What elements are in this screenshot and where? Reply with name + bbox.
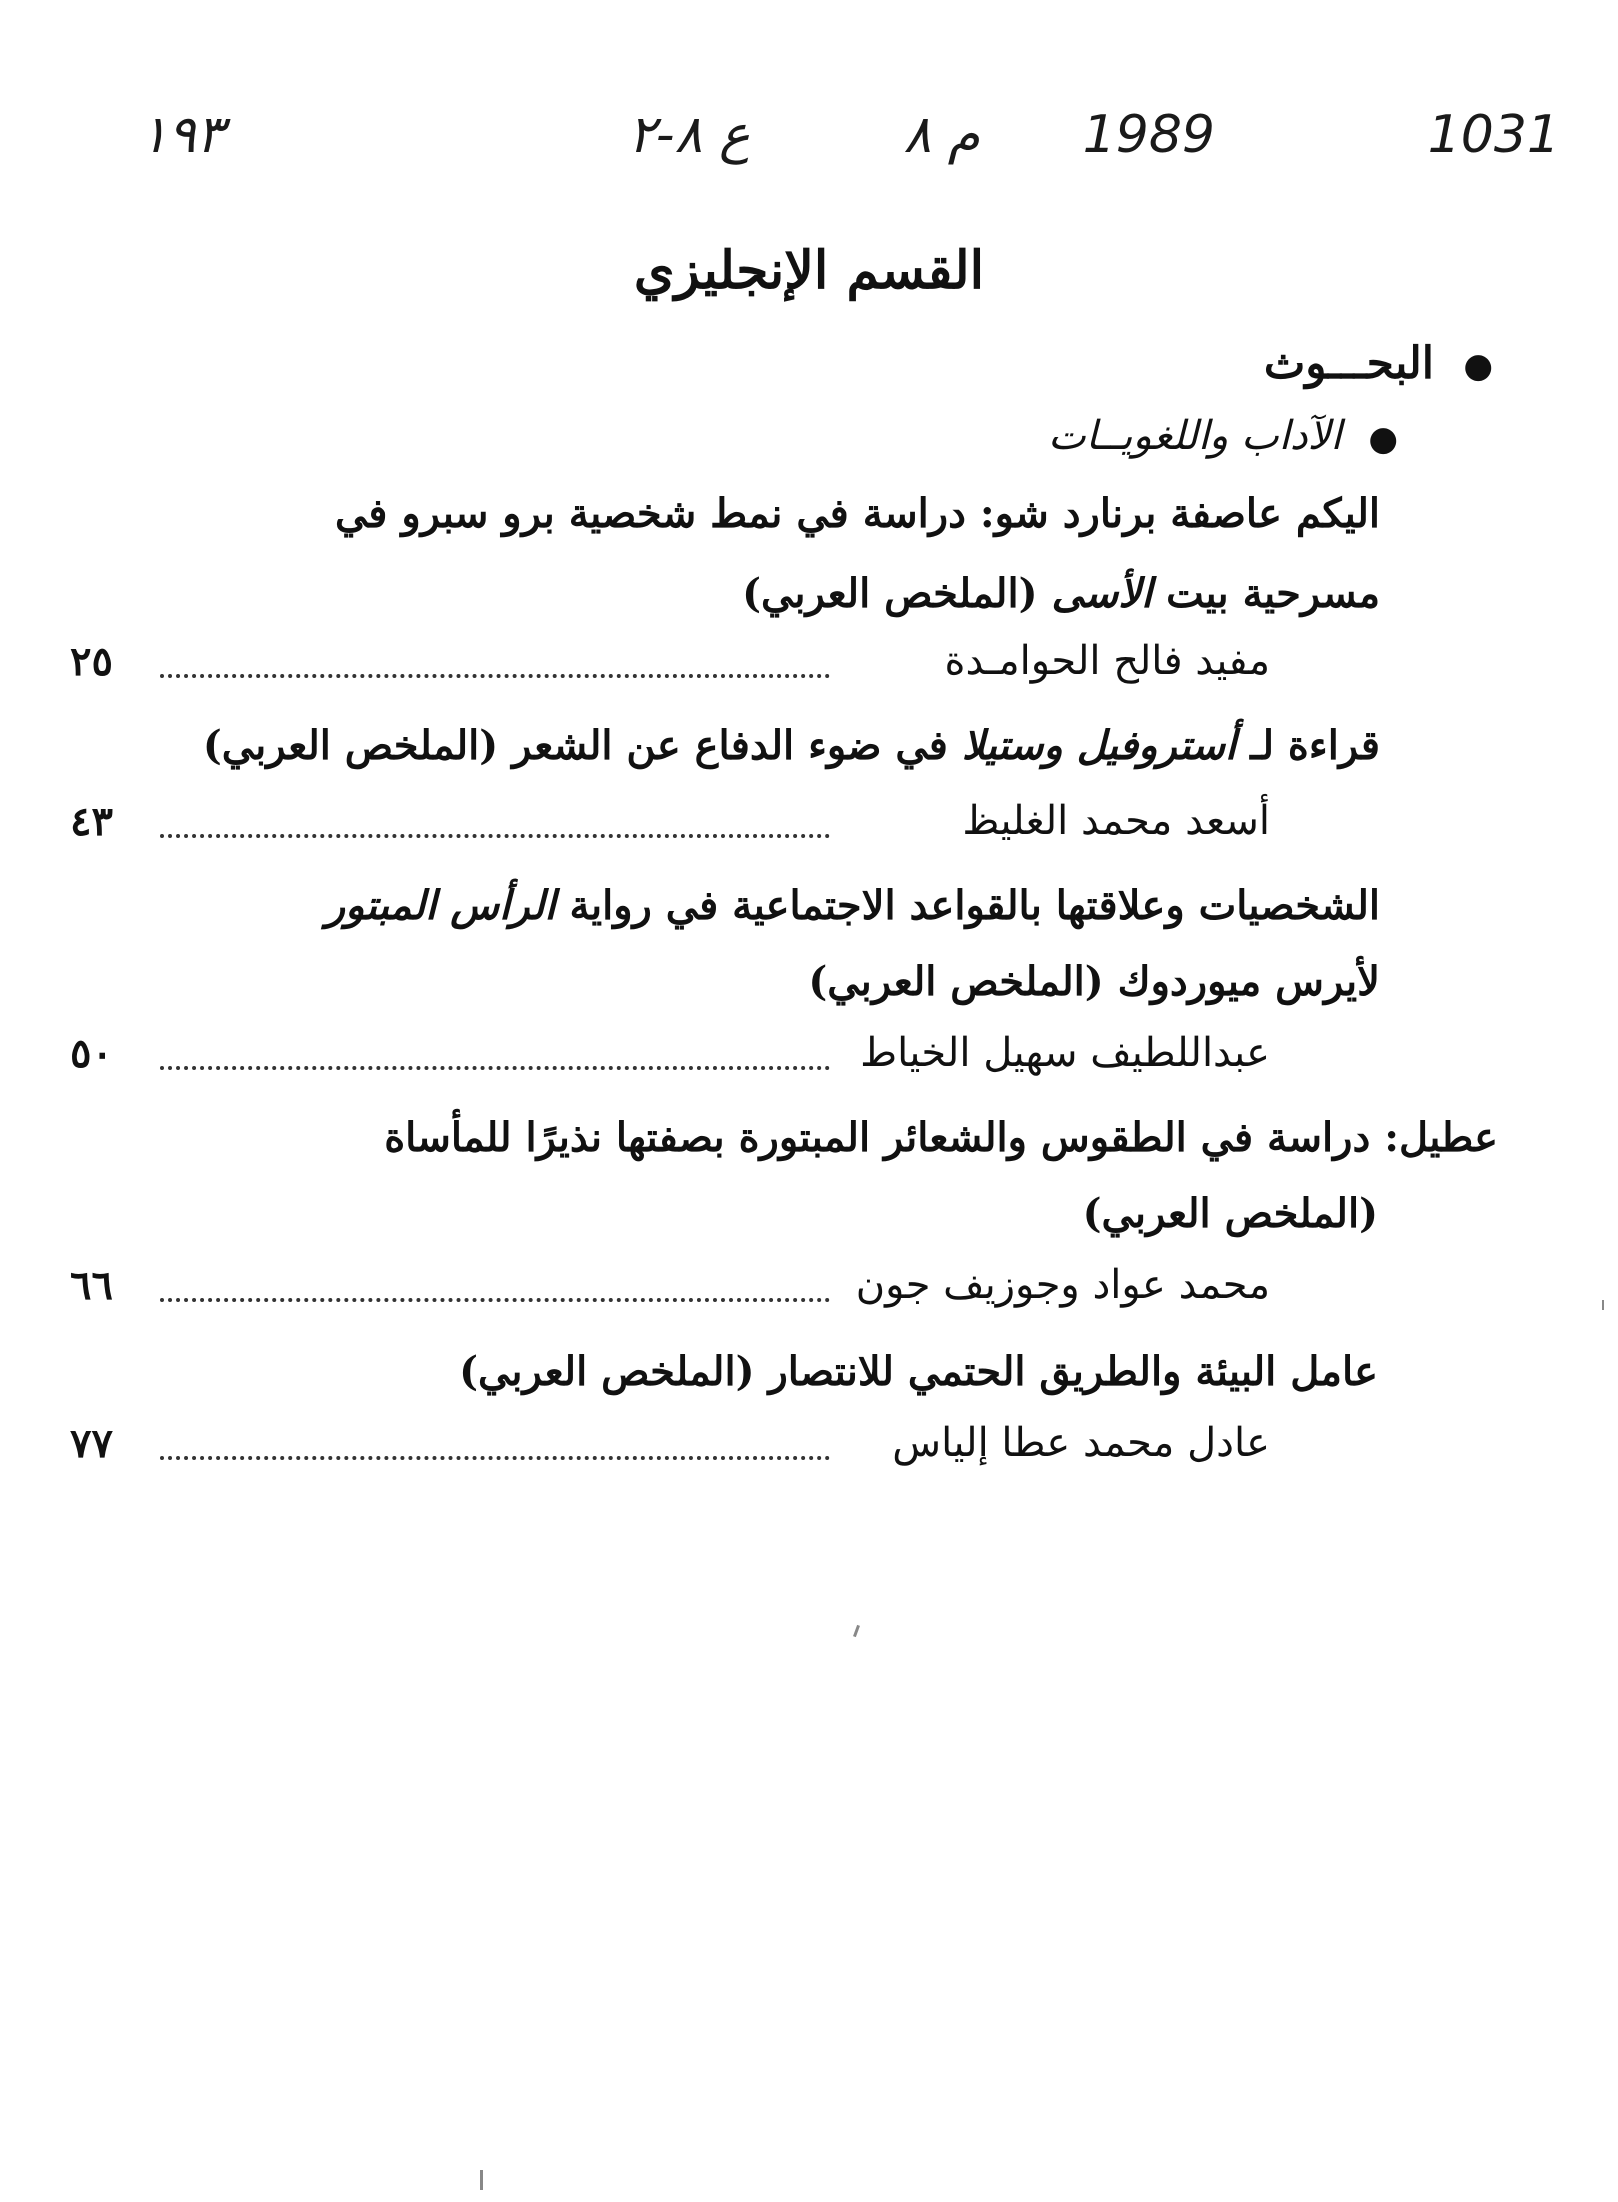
entry-author: مفيد فالح الحوامـدة: [944, 638, 1270, 684]
author-row: [70, 1420, 1270, 1480]
entry-title: [459, 1348, 1378, 1396]
author-row: [70, 1030, 1270, 1090]
handwritten-annotation: [140, 105, 1560, 205]
entry-title-italic: الأسى: [1051, 570, 1153, 617]
dot-leader: [160, 834, 830, 838]
entry-author: عبداللطيف سهيل الخياط: [860, 1030, 1270, 1076]
entry-title: [1083, 1190, 1378, 1238]
scan-speck: [1602, 1300, 1604, 1310]
entry-title-text: مسرحية بيت: [1152, 570, 1380, 617]
dot-leader: [160, 1456, 830, 1460]
entry-title-text: (الملخص العربي): [742, 570, 1052, 617]
handwritten-ref-number: 1031: [1427, 105, 1560, 165]
entry-page-number: ٦٦: [70, 1262, 113, 1309]
handwritten-pages: ١٩٣: [140, 105, 224, 165]
dot-leader: [160, 1066, 830, 1070]
handwritten-issue: ع ٨-٢: [627, 105, 750, 165]
entry-page-number: ٥٠: [70, 1030, 113, 1077]
handwritten-year: 1989: [1082, 105, 1215, 165]
entry-title-text: عامل البيئة والطريق الحتمي للانتصار (الملخص العربي): [459, 1348, 1378, 1395]
dot-leader: [160, 674, 830, 678]
dot-leader: [160, 1298, 830, 1302]
entry-title: [203, 722, 1380, 770]
author-row: [70, 638, 1270, 698]
author-row: [70, 798, 1270, 858]
entry-title: [384, 1114, 1498, 1162]
subheading: [1048, 412, 1398, 460]
scan-speck: [853, 1625, 860, 1637]
entry-page-number: ٤٣: [70, 798, 113, 845]
entry-title-text: لأيرس ميوردوك (الملخص العربي): [808, 958, 1380, 1005]
entry-title: [335, 490, 1380, 538]
author-row: [70, 1262, 1270, 1322]
entry-author: عادل محمد عطا إلياس: [892, 1420, 1270, 1466]
handwritten-volume: م ٨: [903, 105, 980, 165]
entry-title-italic: أستروفيل وستيلا: [961, 722, 1237, 769]
entry-title-text: الشخصيات وعلاقتها بالقواعد الاجتماعية في رواية: [555, 882, 1380, 929]
entry-title-text: عطيل: دراسة في الطقوس والشعائر المبتورة بصفتها نذيرًا للمأساة: [384, 1114, 1498, 1161]
entry-title: [326, 882, 1380, 930]
subheading-label: الآداب واللغويــات: [1048, 413, 1342, 459]
research-heading: [1264, 338, 1493, 391]
research-heading-label: البحـــوث: [1263, 338, 1434, 389]
entry-title-text: في ضوء الدفاع عن الشعر (الملخص العربي): [202, 722, 962, 769]
entry-author: أسعد محمد الغليظ: [962, 798, 1270, 844]
entry-title: [808, 958, 1380, 1006]
entry-page-number: ٢٥: [70, 638, 113, 685]
entry-title-text: قراءة لـ: [1236, 722, 1380, 769]
entry-title-text: (الملخص العربي): [1082, 1190, 1378, 1237]
entry-page-number: ٧٧: [70, 1420, 113, 1467]
entry-title-italic: الرأس المبتور: [325, 882, 556, 929]
entry-author: محمد عواد وجوزيف جون: [855, 1262, 1270, 1308]
section-title: القسم الإنجليزي: [633, 240, 985, 301]
entry-title-text: اليكم عاصفة برنارد شو: دراسة في نمط شخصية برو سبرو في: [334, 490, 1380, 537]
entry-title: [742, 570, 1380, 618]
scan-speck: [480, 2170, 483, 2190]
